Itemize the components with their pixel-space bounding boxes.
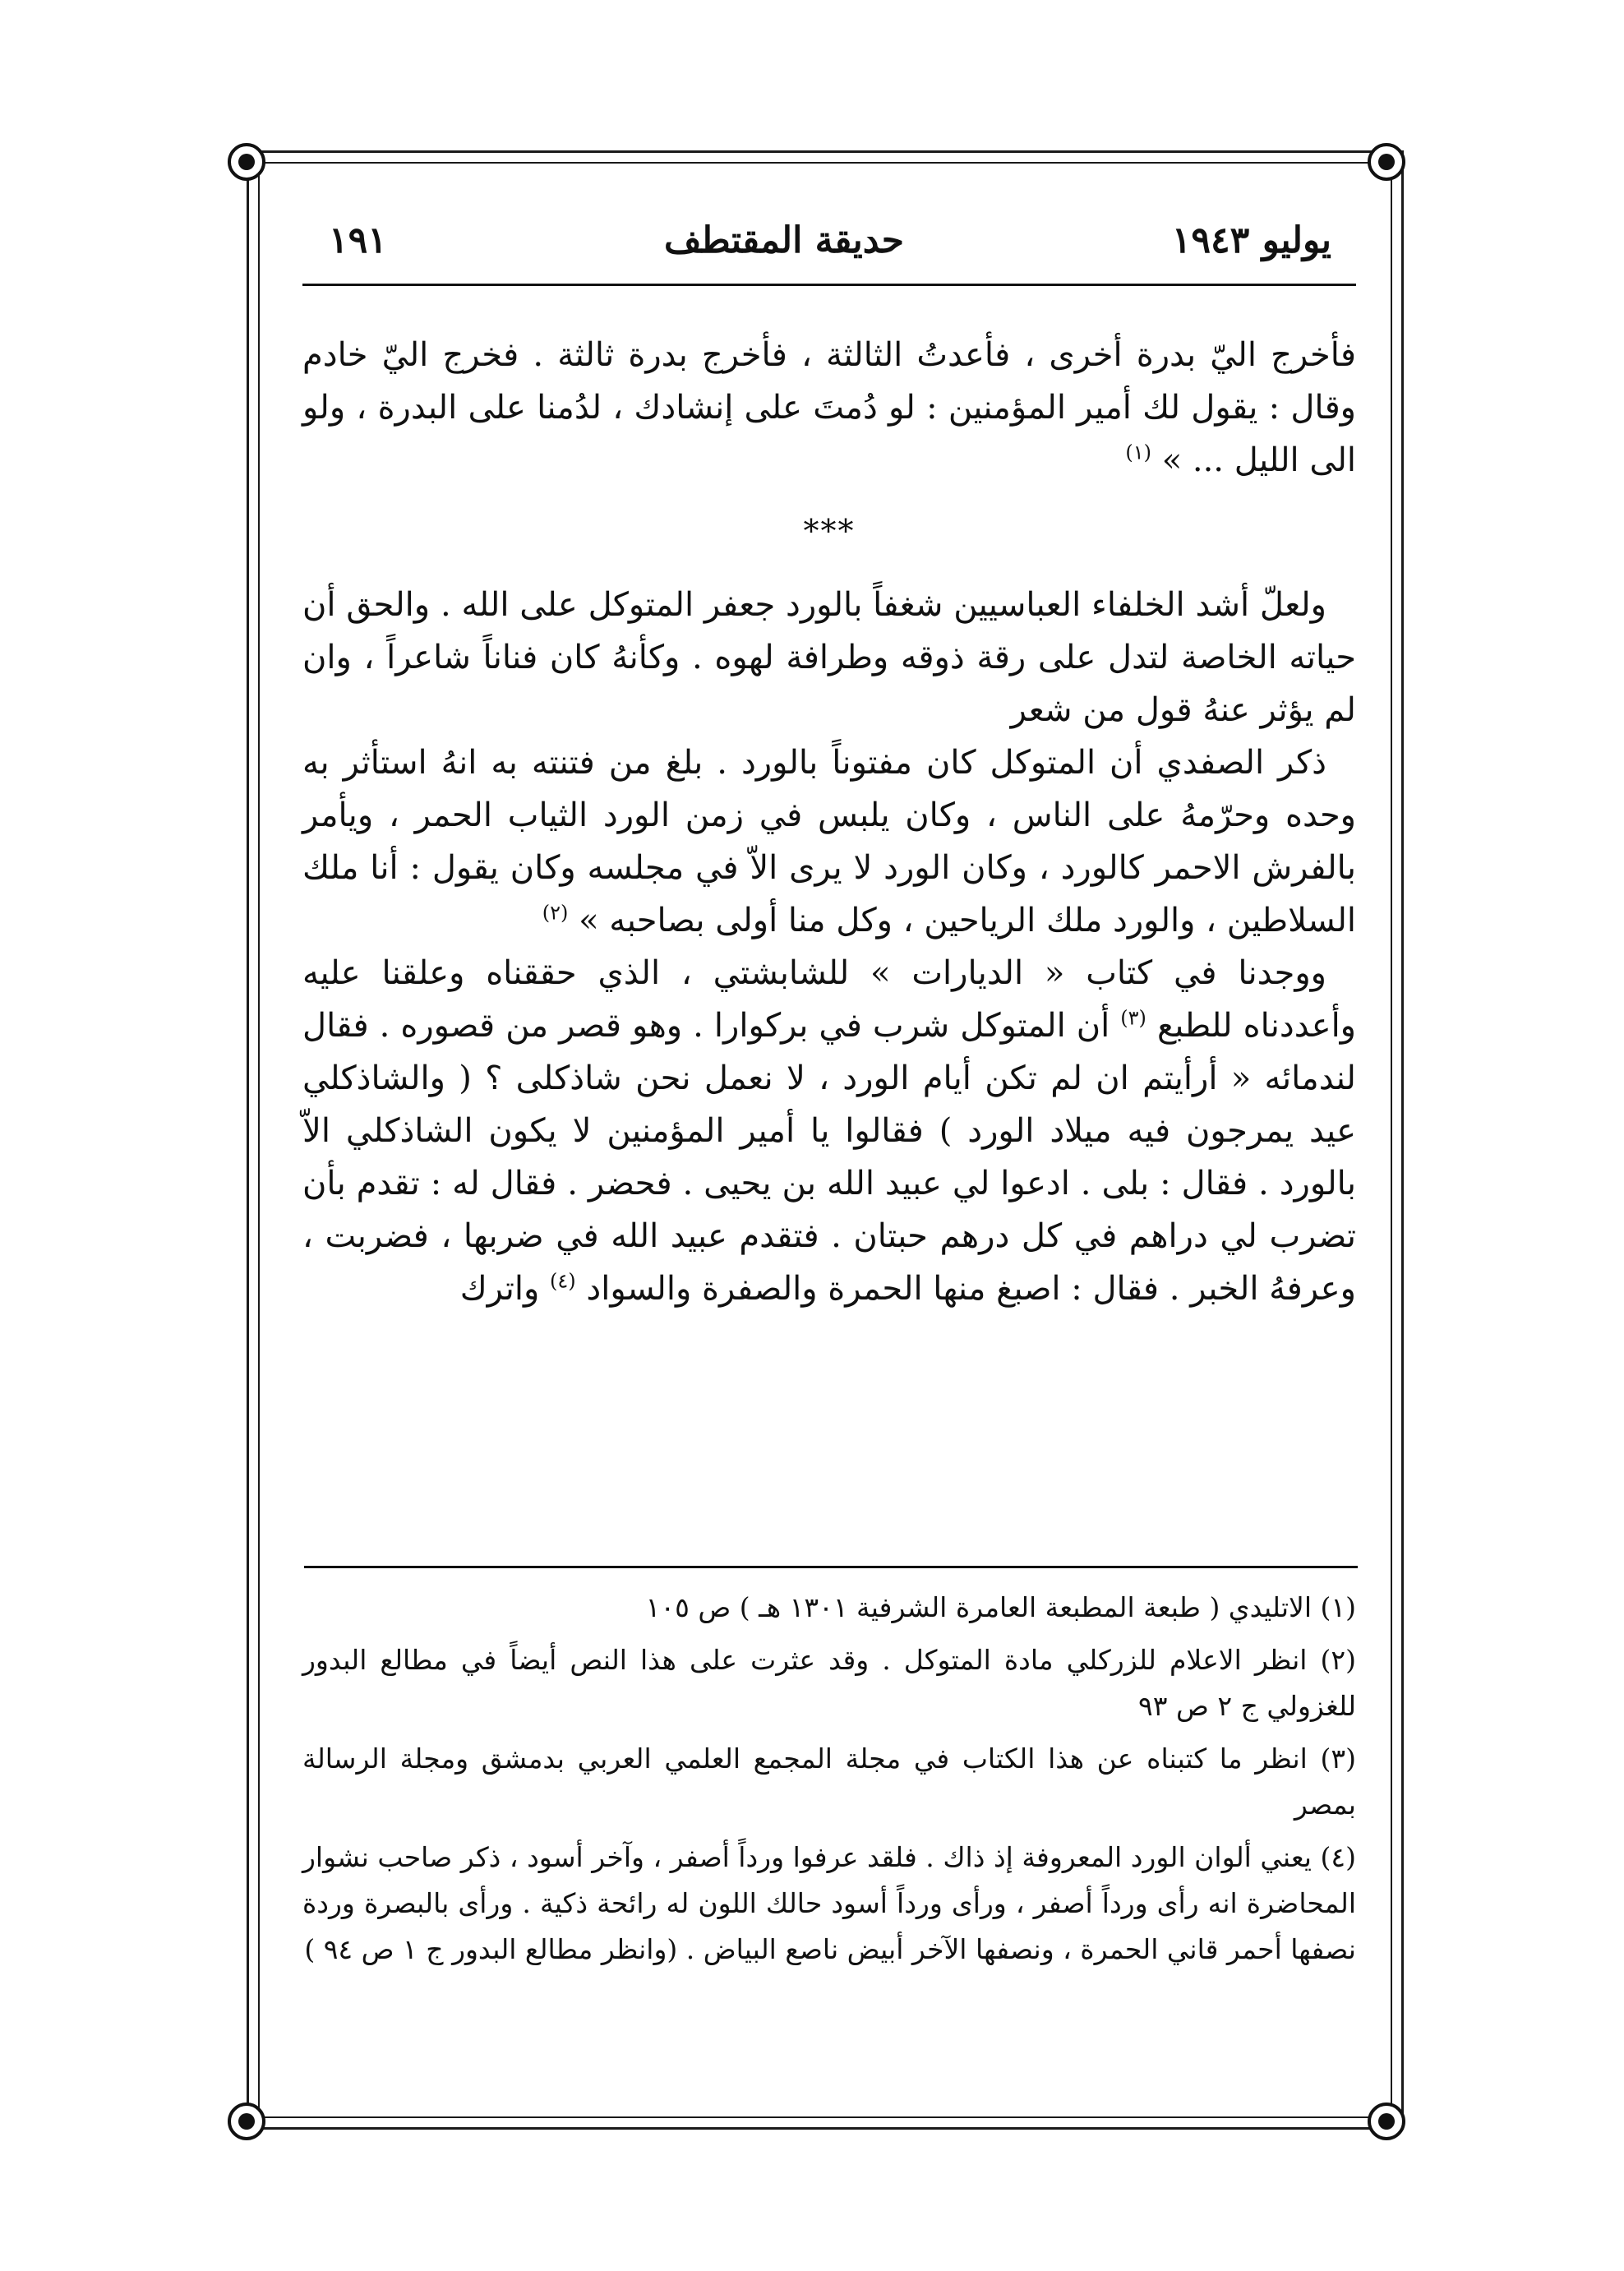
paragraph-4-text-c: واترك (459, 1270, 540, 1308)
footnote-2: (٢) انظر الاعلام للزركلي مادة المتوكل . وقد عثرت على هذا النص أيضاً في مطالع البدور للغزولي ج ٢ ص ٩٣ (302, 1644, 1356, 1722)
footnote-3: (٣) انظر ما كتبناه عن هذا الكتاب في مجلة المجمع العلمي العربي بدمشق ومجلة الرسالة بمصر (302, 1742, 1356, 1821)
corner-ornament-icon (228, 2103, 265, 2140)
corner-ornament-icon (1368, 143, 1405, 181)
paragraph-1 (302, 329, 1356, 487)
footnote-ref-2: (٢) (542, 901, 569, 925)
footnote-1: (١) الاتليدي ( طبعة المطبعة العامرة الشرفية ١٣٠١ هـ ) ص ١٠٥ (645, 1591, 1356, 1623)
footnote-rule (304, 1566, 1358, 1568)
footnotes (302, 1585, 1356, 1973)
section-title: حديقة المقتطف (664, 219, 904, 261)
paragraph-4-text-b: أن المتوكل شرب في بركوارا . وهو قصر من قصوره . فقال لندمائه « أرأيتم ان لم تكن أيام الورد ، لا نعمل نحن شاذكلى ؟ ( والشاذكلي عيد يمرجون فيه ميلاد الورد ) فقالوا يا أمير المؤمنين لا يكون الشاذكلي الاّ بالورد . فقال : بلى . ادعوا لي عبيد الله بن يحيى . فحضر . فقال له : تقدم بأن تضرب لي دراهم في كل درهم حبتان . فتقدم عبيد الله في ضربها ، فضربت ، وعرفهُ الخبر . فقال : اصبغ منها الحمرة والصفرة والسواد (302, 1007, 1357, 1308)
footnote-ref-3: (٣) (1120, 1006, 1146, 1030)
paragraph-3-text: ذكر الصفدي أن المتوكل كان مفتوناً بالورد . بلغ من فتنته به انهُ استأثر به وحده وحرّمهُ على الناس ، وكان يلبس في زمن الورد الثياب الحمر ، ويأمر بالفرش الاحمر كالورد ، وكان الورد لا يرى الاّ في مجلسه وكان يقول : أنا ملك السلاطين ، والورد ملك الرياحين ، وكل منا أولى بصاحبه » (302, 744, 1356, 939)
corner-ornament-icon (1368, 2103, 1405, 2140)
paragraph-1-text: فأخرج اليّ بدرة أخرى ، فأعدتُ الثالثة ، فأخرج بدرة ثالثة . فخرج اليّ خادم وقال : يقول لك أمير المؤمنين : لو دُمتَ على إنشادك ، لدُمنا على البدرة ، ولو الى الليل ... » (302, 336, 1356, 479)
footnote-ref-4: (٤) (550, 1269, 576, 1293)
paragraph-4-text-a: ووجدنا في كتاب « الديارات » للشابشتي ، الذي حققناه وعلقنا عليه وأعددناه للطبع (302, 954, 1356, 1045)
page-number: ١٩١ (329, 219, 387, 261)
paragraph-2: ولعلّ أشد الخلفاء العباسيين شغفاً بالورد جعفر المتوكل على الله . والحق أن حياته الخاصة لتدل على رقة ذوقه وطرافة لهوه . وكأنهُ كان فناناً شاعراً ، وان لم يؤثر عنهُ قول من شعر (302, 586, 1356, 729)
article-body (302, 329, 1356, 1315)
footnote-ref-1: (١) (1125, 441, 1151, 464)
header-rule (302, 284, 1356, 286)
paragraph-3 (302, 736, 1356, 947)
running-header (312, 212, 1331, 270)
footnote-4: (٤) يعني ألوان الورد المعروفة إذ ذاك . فلقد عرفوا ورداً أصفر ، وآخر أسود ، ذكر صاحب نشوار المحاضرة انه رأى ورداً أصفر ، ورأى ورداً أسود حالك اللون له رائحة ذكية . ورأى بالبصرة وردة نصفها أحمر قاني الحمرة ، ونصفها الآخر أبيض ناصع البياض . (وانظر مطالع البدور ج ١ ص ٩٤ ) (302, 1841, 1356, 1965)
section-separator: *** (803, 513, 856, 549)
corner-ornament-icon (228, 143, 265, 181)
issue-date: يوليو ١٩٤٣ (1171, 219, 1331, 261)
paragraph-4 (302, 947, 1356, 1315)
